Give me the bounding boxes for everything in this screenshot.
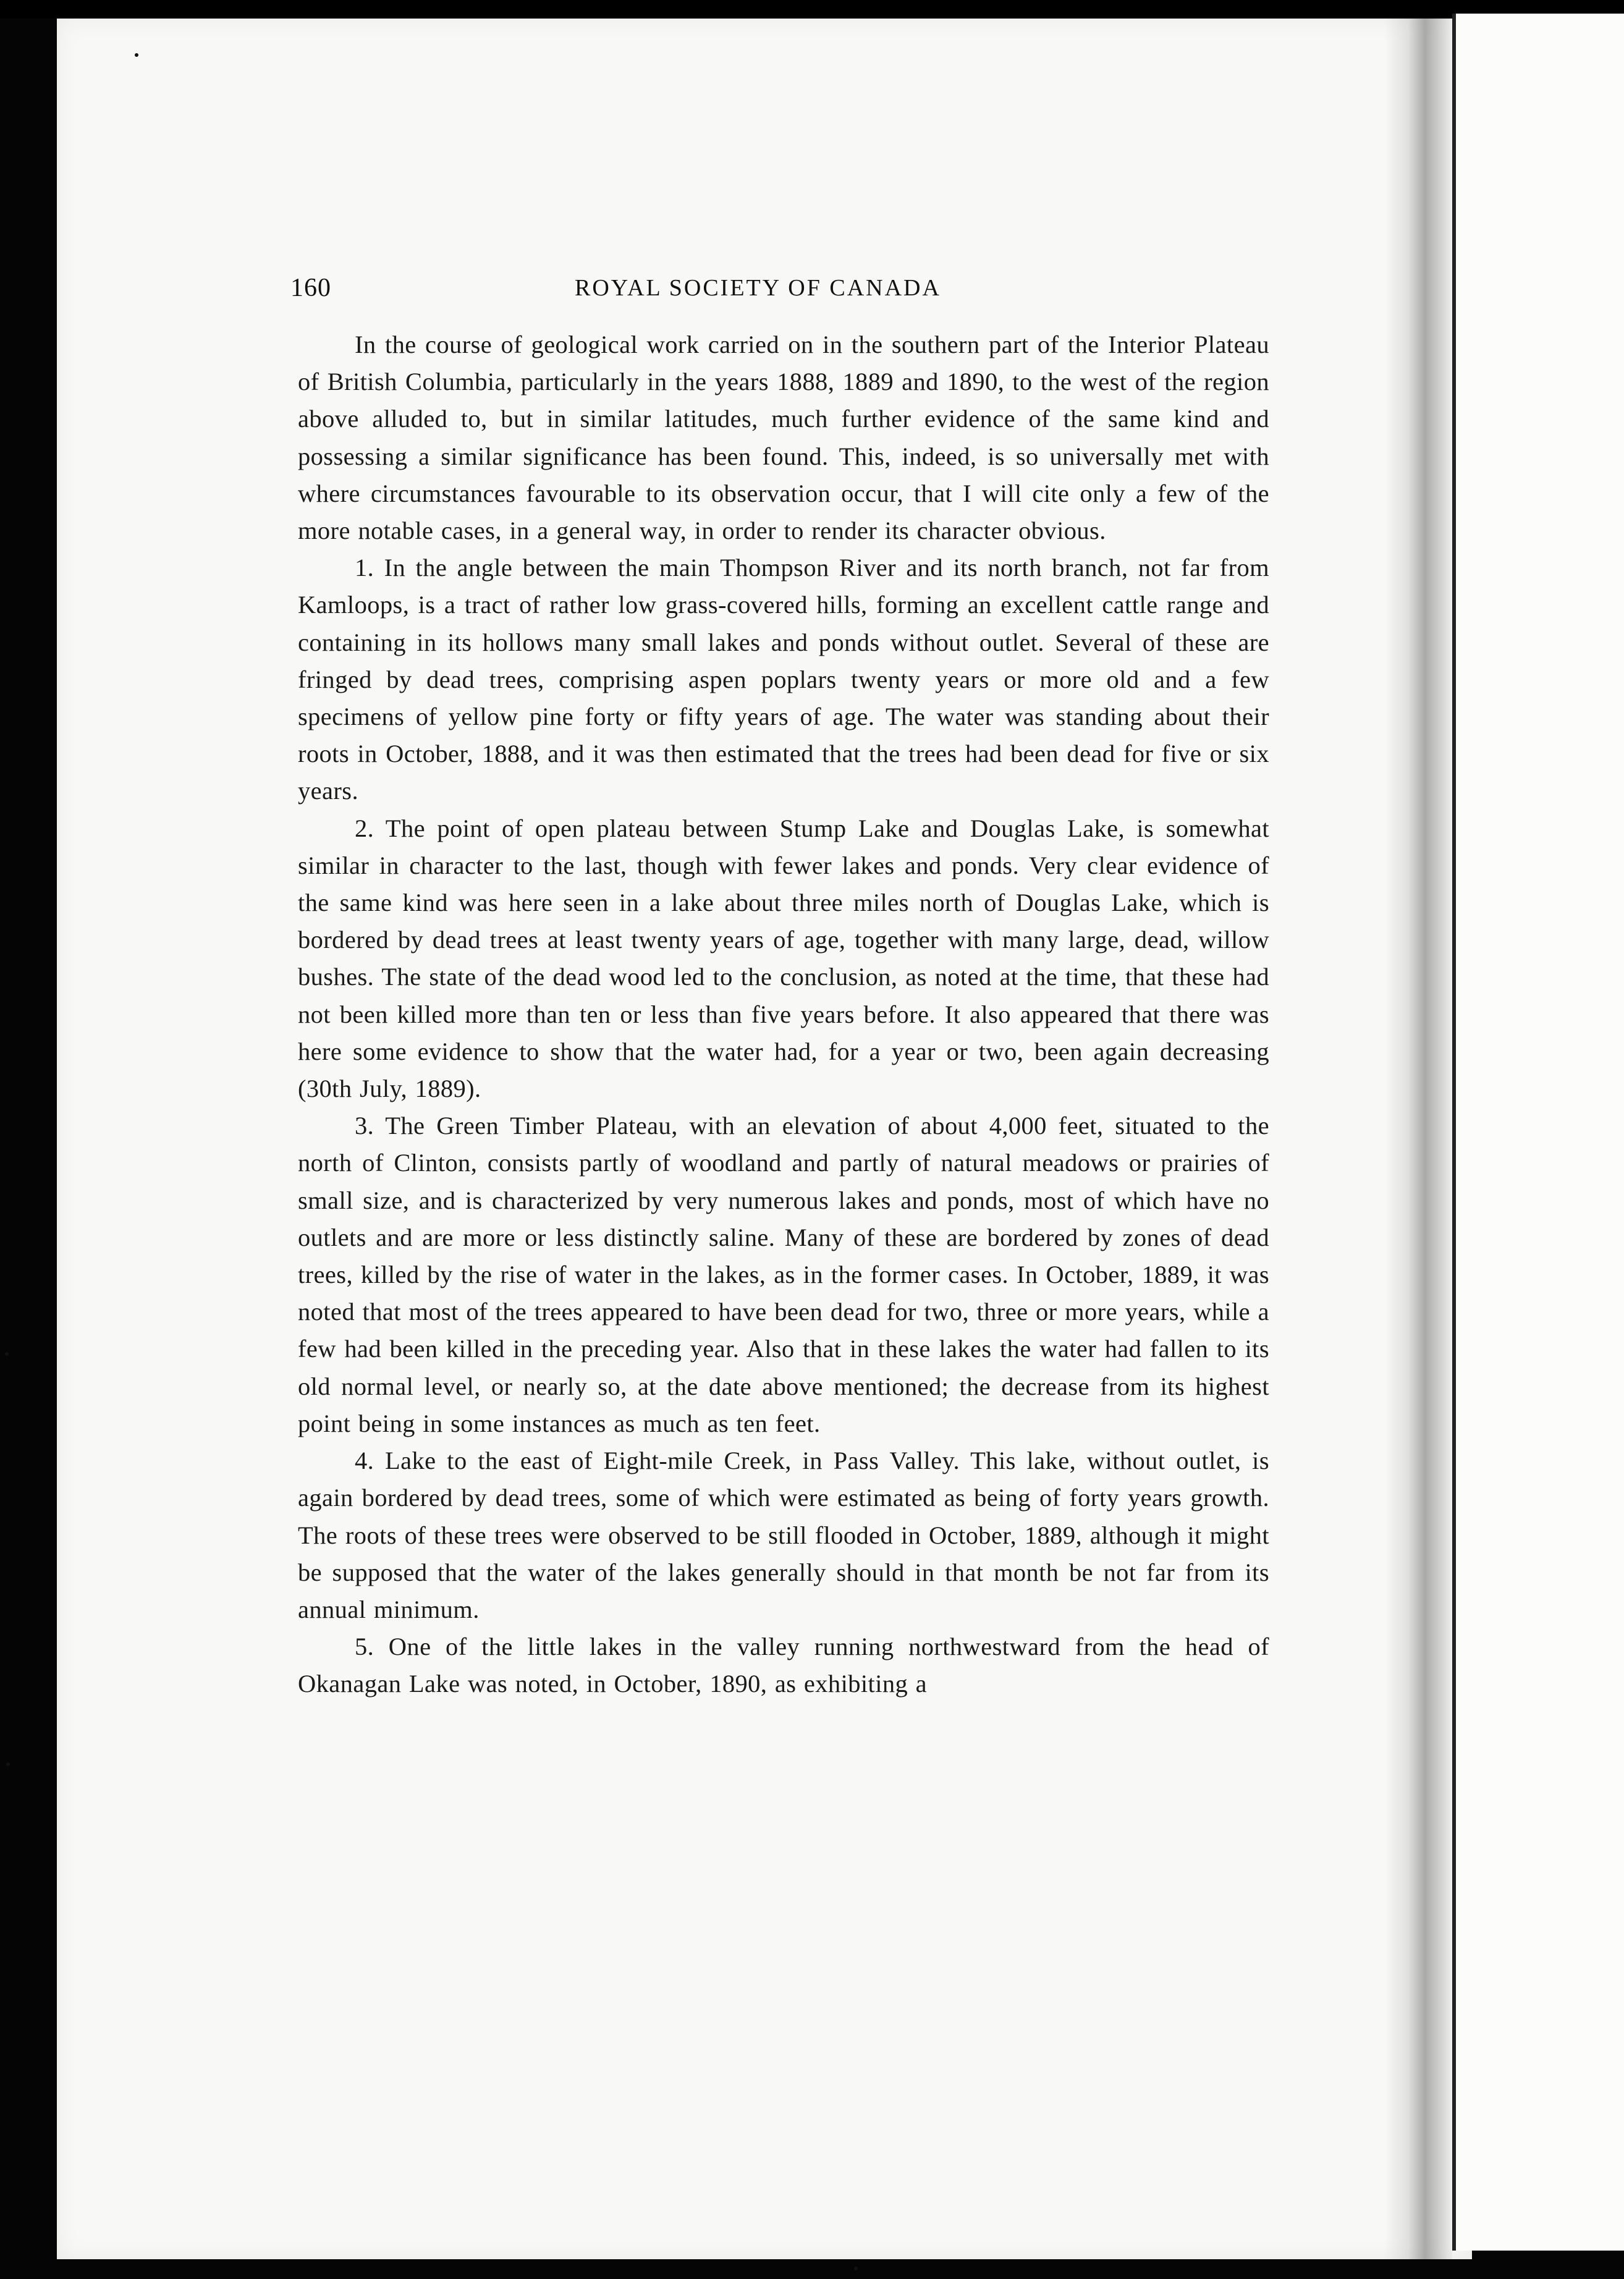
facing-page-edge bbox=[1452, 14, 1624, 2251]
page-header bbox=[290, 273, 1268, 310]
paragraph: 1. In the angle between the main Thompson River and its north branch, not far from Kamloops, is a tract of rather low grass-covered hills, forming an excellent cattle range and containing in its hollows many small lakes and ponds without outlet. Several of these are fringed by dead trees, comprising aspen poplars twenty years or more old and a few specimens of yellow pine forty or fifty years of age. The water was standing about their roots in October, 1888, and it was then estimated that the trees had been dead for five or six years. bbox=[298, 554, 1269, 805]
paragraph: 2. The point of open plateau between Stump Lake and Douglas Lake, is somewhat similar in character to the last, though with fewer lakes and ponds. Very clear evidence of the same kind was here seen in a lake about three miles north of Douglas Lake, which is bordered by dead trees at least twenty years of age, together with many large, dead, willow bushes. The state of the dead wood led to the conclusion, as noted at the time, that these had not been killed more than ten or less than five years before. It also appeared that there was here some evidence to show that the water had, for a year or two, been again decreasing (30th July, 1889). bbox=[298, 814, 1269, 1103]
paragraph: 5. One of the little lakes in the valley running northwestward from the head of Okanagan Lake was noted, in October, 1890, as exhibiting a bbox=[298, 1633, 1269, 1698]
scan-speck bbox=[6, 1762, 10, 1766]
page-number: 160 bbox=[290, 274, 331, 302]
scan-speck bbox=[854, 2267, 858, 2270]
paragraph: 4. Lake to the east of Eight-mile Creek, in Pass Valley. This lake, without outlet, is again bordered by dead trees, some of which were estimated as being of forty years growth. The roots of these trees were observed to be still flooded in October, 1889, although it might be supposed that the water of the lakes generally should in that month be not far from its annual minimum. bbox=[298, 1447, 1269, 1623]
paragraph: 3. The Green Timber Plateau, with an elevation of about 4,000 feet, situated to the north of Clinton, consists partly of woodland and partly of natural meadows or prairies of small size, and is characterized by very numerous lakes and ponds, most of which have no outlets and are more or less distinctly saline. Many of these are bordered by zones of dead trees, killed by the rise of water in the lakes, as in the former cases. In October, 1889, it was noted that most of the trees appeared to have been dead for two, three or more years, while a few had been killed in the preceding year. Also that in these lakes the water had fallen to its old normal level, or nearly so, at the date above mentioned; the decrease from its highest point being in some instances as much as ten feet. bbox=[298, 1112, 1269, 1437]
scan-top-border bbox=[0, 0, 1624, 19]
page-gutter-shadow bbox=[1384, 19, 1452, 2259]
running-head: ROYAL SOCIETY OF CANADA bbox=[575, 275, 941, 301]
paragraph: In the course of geological work carried on in the southern part of the Interior Plateau of British Columbia, particularly in the years 1888, 1889 and 1890, to the west of the region above alluded to, but in similar latitudes, much further evidence of the same kind and possessing a similar significance has been found. This, indeed, is so universally met with where circumstances favourable to its observation occur, that I will cite only a few of the more notable cases, in a general way, in order to render its character obvious. bbox=[298, 331, 1269, 545]
scan-speck bbox=[5, 1352, 9, 1356]
body-text bbox=[298, 326, 1269, 1703]
scan-speck bbox=[135, 53, 138, 57]
